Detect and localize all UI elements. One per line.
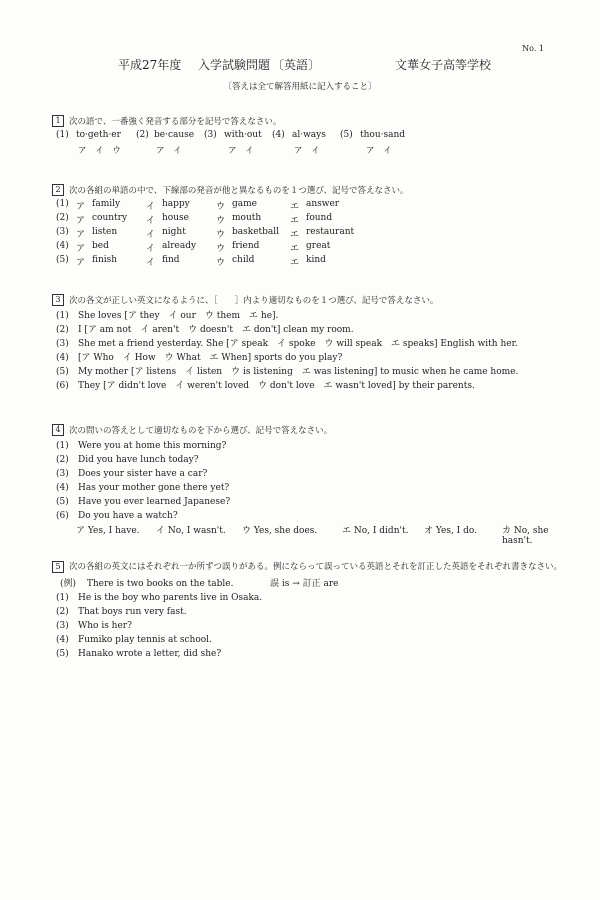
question-row — [52, 309, 570, 323]
stress-word: thou·sand — [360, 130, 406, 140]
choice-word: friend — [232, 241, 260, 251]
item-index: (1) — [56, 441, 69, 451]
word-group-row — [52, 213, 570, 227]
choice-mark: エ — [290, 230, 300, 240]
question-sentence: That boys run very fast. — [78, 607, 187, 617]
item-index: (3) — [56, 469, 69, 479]
item-index: (2) — [56, 455, 69, 465]
choice-mark: ウ — [216, 202, 226, 212]
item-index: (4) — [272, 130, 285, 140]
item-index: (2) — [56, 213, 69, 223]
item-index: (5) — [56, 649, 69, 659]
stress-word: al·ways — [292, 130, 326, 140]
item-index: (4) — [56, 241, 69, 251]
choice-mark: エ — [290, 216, 300, 226]
question-row — [52, 495, 570, 509]
item-index: (2) — [136, 130, 149, 140]
choice-word: child — [232, 255, 255, 265]
item-index: (1) — [56, 311, 69, 321]
choice-mark: ウ — [216, 244, 226, 254]
choice-word: game — [232, 199, 257, 209]
item-index: (3) — [56, 339, 69, 349]
question-sentence: I [ア am not イ aren't ウ doesn't エ don't] clean my room. — [78, 325, 354, 335]
question-2 — [52, 183, 570, 269]
page-number: No. 1 — [522, 44, 544, 53]
item-index: (5) — [56, 367, 69, 377]
question-row — [52, 365, 570, 379]
question-sentence: Have you ever learned Japanese? — [78, 497, 231, 507]
question-text: 次の語で、一番強く発音する部分を記号で答えなさい。 — [69, 116, 282, 127]
choice-mark: イ — [146, 230, 156, 240]
item-index: (1) — [56, 593, 69, 603]
choice-word: find — [162, 255, 180, 265]
question-sentence: She met a friend yesterday. She [ア speak イ spoke ウ will speak エ speaks] English with her. — [78, 339, 518, 349]
item-index: (4) — [56, 635, 69, 645]
question-number: 5 — [52, 561, 64, 573]
choice-mark: ウ — [216, 230, 226, 240]
question-1 — [52, 114, 570, 158]
question-sentence: Hanako wrote a letter, did she? — [78, 649, 222, 659]
question-text: 次の問いの答えとして適切なものを下から選び、記号で答えなさい。 — [69, 425, 333, 436]
example-answer: 誤 is → 訂正 are — [270, 579, 339, 589]
choice-word: restaurant — [306, 227, 355, 237]
choice-mark: ウ — [216, 216, 226, 226]
choice-word: family — [92, 199, 121, 209]
choice-mark: エ — [290, 244, 300, 254]
item-index: (3) — [56, 227, 69, 237]
question-sentence: Did you have lunch today? — [78, 455, 199, 465]
question-row — [52, 337, 570, 351]
exam-year: 平成27年度 — [118, 58, 182, 72]
choice-word: kind — [306, 255, 326, 265]
question-row — [52, 439, 570, 453]
word-group-row — [52, 241, 570, 255]
choice-mark: ア — [76, 230, 86, 240]
choice-mark: ア — [76, 216, 86, 226]
choice-word: listen — [92, 227, 118, 237]
question-row — [52, 619, 570, 633]
choice-word: house — [162, 213, 189, 223]
question-row — [52, 323, 570, 337]
answer-choices — [52, 523, 570, 546]
answer-choice: オ Yes, I do. — [424, 526, 477, 536]
answer-choice: エ No, I didn't. — [342, 526, 409, 536]
question-sentence: Who is her? — [78, 621, 132, 631]
question-1-header — [52, 114, 570, 127]
word-group-row — [52, 199, 570, 213]
question-3-header — [52, 293, 570, 306]
question-text: 次の各組の単語の中で、下線部の発音が他と異なるものを１つ選び、記号で答えなさい。 — [69, 185, 409, 196]
question-sentence: Fumiko play tennis at school. — [78, 635, 212, 645]
choice-mark: ウ — [216, 258, 226, 268]
item-index: (5) — [340, 130, 353, 140]
question-4-header — [52, 423, 570, 436]
item-index: (5) — [56, 255, 69, 265]
syllable-marks: ア イ — [366, 146, 392, 156]
question-row — [52, 351, 570, 365]
question-text: 次の各組の英文にはそれぞれ一か所ずつ誤りがある。例にならって誤っている英語とそれを訂正した英語をそれぞれ書きなさい。 — [69, 562, 563, 572]
choice-word: already — [162, 241, 197, 251]
exam-instruction: 〔答えは全て解答用紙に記入すること〕 — [223, 82, 377, 92]
question-row — [52, 647, 570, 661]
question-number: 4 — [52, 424, 64, 436]
question-row — [52, 633, 570, 647]
choice-word: finish — [92, 255, 118, 265]
choice-word: mouth — [232, 213, 262, 223]
answer-choice: カ No, she hasn't. — [502, 526, 549, 546]
question-sentence: He is the boy who parents live in Osaka. — [78, 593, 263, 603]
question-sentence: [ア Who イ How ウ What エ When] sports do you play? — [78, 353, 343, 363]
item-index: (6) — [56, 511, 69, 521]
exam-header — [0, 56, 600, 74]
question-row — [52, 605, 570, 619]
stress-kana-row — [52, 144, 570, 158]
school-name: 文華女子高等学校 — [395, 58, 492, 72]
choice-mark: イ — [146, 244, 156, 254]
answer-choice: ウ Yes, she does. — [242, 526, 318, 536]
question-number: 3 — [52, 294, 64, 306]
question-5-header — [52, 561, 570, 574]
answer-choice: イ No, I wasn't. — [156, 526, 226, 536]
item-index: (4) — [56, 353, 69, 363]
stress-word: to·geth·er — [76, 130, 121, 140]
item-index: (4) — [56, 483, 69, 493]
question-sentence: Do you have a watch? — [78, 511, 178, 521]
stress-word: with·out — [224, 130, 262, 140]
question-number: 2 — [52, 184, 64, 196]
question-sentence: Has your mother gone there yet? — [78, 483, 230, 493]
question-5 — [52, 561, 570, 661]
answer-choice: ア Yes, I have. — [76, 526, 140, 536]
question-2-header — [52, 183, 570, 196]
example-sentence: There is two books on the table. — [86, 579, 234, 589]
choice-mark: エ — [290, 202, 300, 212]
choice-word: found — [306, 213, 333, 223]
question-row — [52, 467, 570, 481]
item-index: (3) — [204, 130, 217, 140]
choice-word: basketball — [232, 227, 280, 237]
example-label: (例) — [60, 579, 77, 589]
question-3 — [52, 293, 570, 393]
choice-mark: イ — [146, 258, 156, 268]
choice-mark: ア — [76, 244, 86, 254]
exam-title: 入学試験問題 — [198, 58, 271, 72]
item-index: (6) — [56, 381, 69, 391]
choice-mark: ア — [76, 258, 86, 268]
choice-word: country — [92, 213, 128, 223]
item-index: (1) — [56, 199, 69, 209]
stress-word: be·cause — [154, 130, 195, 140]
word-group-row — [52, 227, 570, 241]
question-row — [52, 481, 570, 495]
item-index: (2) — [56, 325, 69, 335]
choice-word: happy — [162, 199, 190, 209]
syllable-marks: ア イ — [228, 146, 254, 156]
item-index: (5) — [56, 497, 69, 507]
question-sentence: My mother [ア listens イ listen ウ is listening エ was listening] to music when he came home. — [78, 367, 519, 377]
question-sentence: Were you at home this morning? — [78, 441, 227, 451]
choice-mark: ア — [76, 202, 86, 212]
question-number: 1 — [52, 115, 64, 127]
question-sentence: Does your sister have a car? — [78, 469, 208, 479]
question-row — [52, 453, 570, 467]
question-row — [52, 379, 570, 393]
stress-words — [52, 130, 570, 144]
item-index: (2) — [56, 607, 69, 617]
item-index: (1) — [56, 130, 69, 140]
choice-word: answer — [306, 199, 340, 209]
example-row — [52, 577, 570, 591]
question-row — [52, 509, 570, 523]
syllable-marks: ア イ ウ — [78, 146, 121, 156]
syllable-marks: ア イ — [294, 146, 320, 156]
question-row — [52, 591, 570, 605]
syllable-marks: ア イ — [156, 146, 182, 156]
question-4 — [52, 423, 570, 546]
question-sentence: She loves [ア they イ our ウ them エ he]. — [78, 311, 279, 321]
question-text: 次の各文が正しい英文になるように、［ ］内より適切なものを１つ選び、記号で答えなさい。 — [69, 295, 439, 306]
choice-mark: エ — [290, 258, 300, 268]
question-sentence: They [ア didn't love イ weren't loved ウ don't love エ wasn't loved] by their parents. — [78, 381, 475, 391]
word-group-row — [52, 255, 570, 269]
choice-word: night — [162, 227, 186, 237]
choice-mark: イ — [146, 216, 156, 226]
item-index: (3) — [56, 621, 69, 631]
choice-word: great — [306, 241, 331, 251]
choice-word: bed — [92, 241, 109, 251]
exam-subject: 〔英語〕 — [272, 58, 321, 72]
choice-mark: イ — [146, 202, 156, 212]
